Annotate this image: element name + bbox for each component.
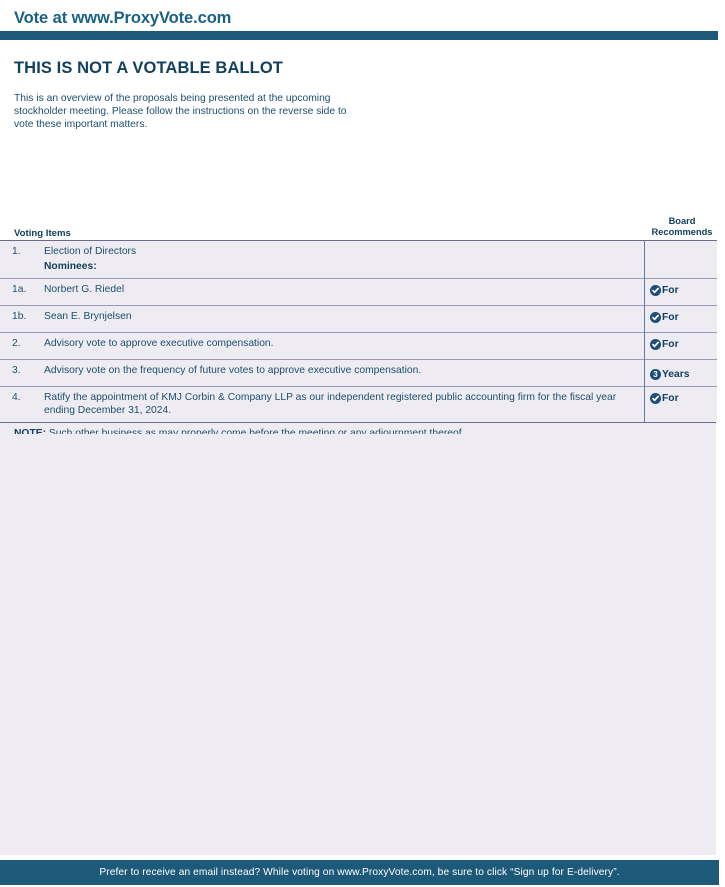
- table-row: [0, 241, 717, 279]
- recommendation-text: For: [662, 284, 679, 296]
- column-header-board-recommends: [648, 216, 716, 238]
- item-label: Norbert G. Riedel: [44, 283, 125, 295]
- check-icon: [650, 393, 661, 404]
- recommendation-text: For: [662, 311, 679, 323]
- column-header-board-recommends-line1: Board: [668, 216, 696, 226]
- recommendation-text: For: [662, 338, 679, 350]
- item-number: 1.: [12, 246, 21, 257]
- item-sublabel: Nominees:: [44, 261, 97, 273]
- item-label: Advisory vote to approve executive compensation.: [44, 337, 274, 349]
- item-number: 1b.: [12, 310, 27, 322]
- column-header-board-recommends-line2: Recommends: [651, 227, 713, 237]
- table-row: [0, 332, 717, 359]
- footer-bar: [0, 860, 719, 885]
- header-divider-bar: [0, 31, 718, 40]
- recommendation-text: For: [662, 392, 679, 404]
- page-title: THIS IS NOT A VOTABLE BALLOT: [14, 59, 283, 77]
- ballot-table-section: [0, 216, 716, 446]
- check-icon: [650, 285, 661, 296]
- page-header: [0, 0, 725, 31]
- table-row: [0, 359, 717, 386]
- footer-text: Prefer to receive an email instead? While voting on www.ProxyVote.com, be sure to click “Sign up for E-delivery”.: [99, 867, 620, 878]
- recommendation-cell: [645, 360, 717, 386]
- table-column-headers: [0, 216, 716, 240]
- item-number: 4.: [12, 391, 21, 403]
- recommendation-cell: [645, 306, 717, 332]
- recommendation-text: Years: [662, 369, 690, 381]
- recommendation-cell: [645, 333, 717, 359]
- table-row: [0, 305, 717, 332]
- site-title: Vote at www.ProxyVote.com: [14, 9, 232, 27]
- recommendation-cell: [645, 387, 717, 413]
- recommendation-cell: [645, 241, 717, 249]
- table-row: [0, 386, 717, 421]
- column-header-voting-items: Voting Items: [14, 228, 71, 239]
- empty-body-panel: [0, 434, 716, 855]
- voting-items-table: [0, 240, 717, 422]
- number-3-icon: 3: [650, 369, 661, 380]
- item-label: [32, 241, 644, 278]
- check-icon: [650, 312, 661, 323]
- recommendation-cell: [645, 279, 717, 305]
- table-row: [0, 278, 717, 305]
- item-number: 2.: [12, 337, 21, 349]
- check-icon: [650, 339, 661, 350]
- intro-description: This is an overview of the proposals being presented at the upcoming stockholder meeting. Please follow the instructions on the reverse side to vote these important matters.: [14, 93, 347, 131]
- item-number: 3.: [12, 364, 21, 376]
- voting-items-body: [0, 241, 717, 422]
- intro-block: [14, 58, 514, 132]
- item-number: 1a.: [12, 283, 27, 295]
- item-label: Sean E. Brynjelsen: [44, 310, 132, 322]
- item-label-text: Election of Directors: [44, 246, 137, 257]
- item-label: Advisory vote on the frequency of future votes to approve executive compensation.: [44, 364, 422, 376]
- item-label: Ratify the appointment of KMJ Corbin & Company LLP as our independent registered public accounting firm for the fiscal year ending December 31, 2024.: [44, 391, 617, 417]
